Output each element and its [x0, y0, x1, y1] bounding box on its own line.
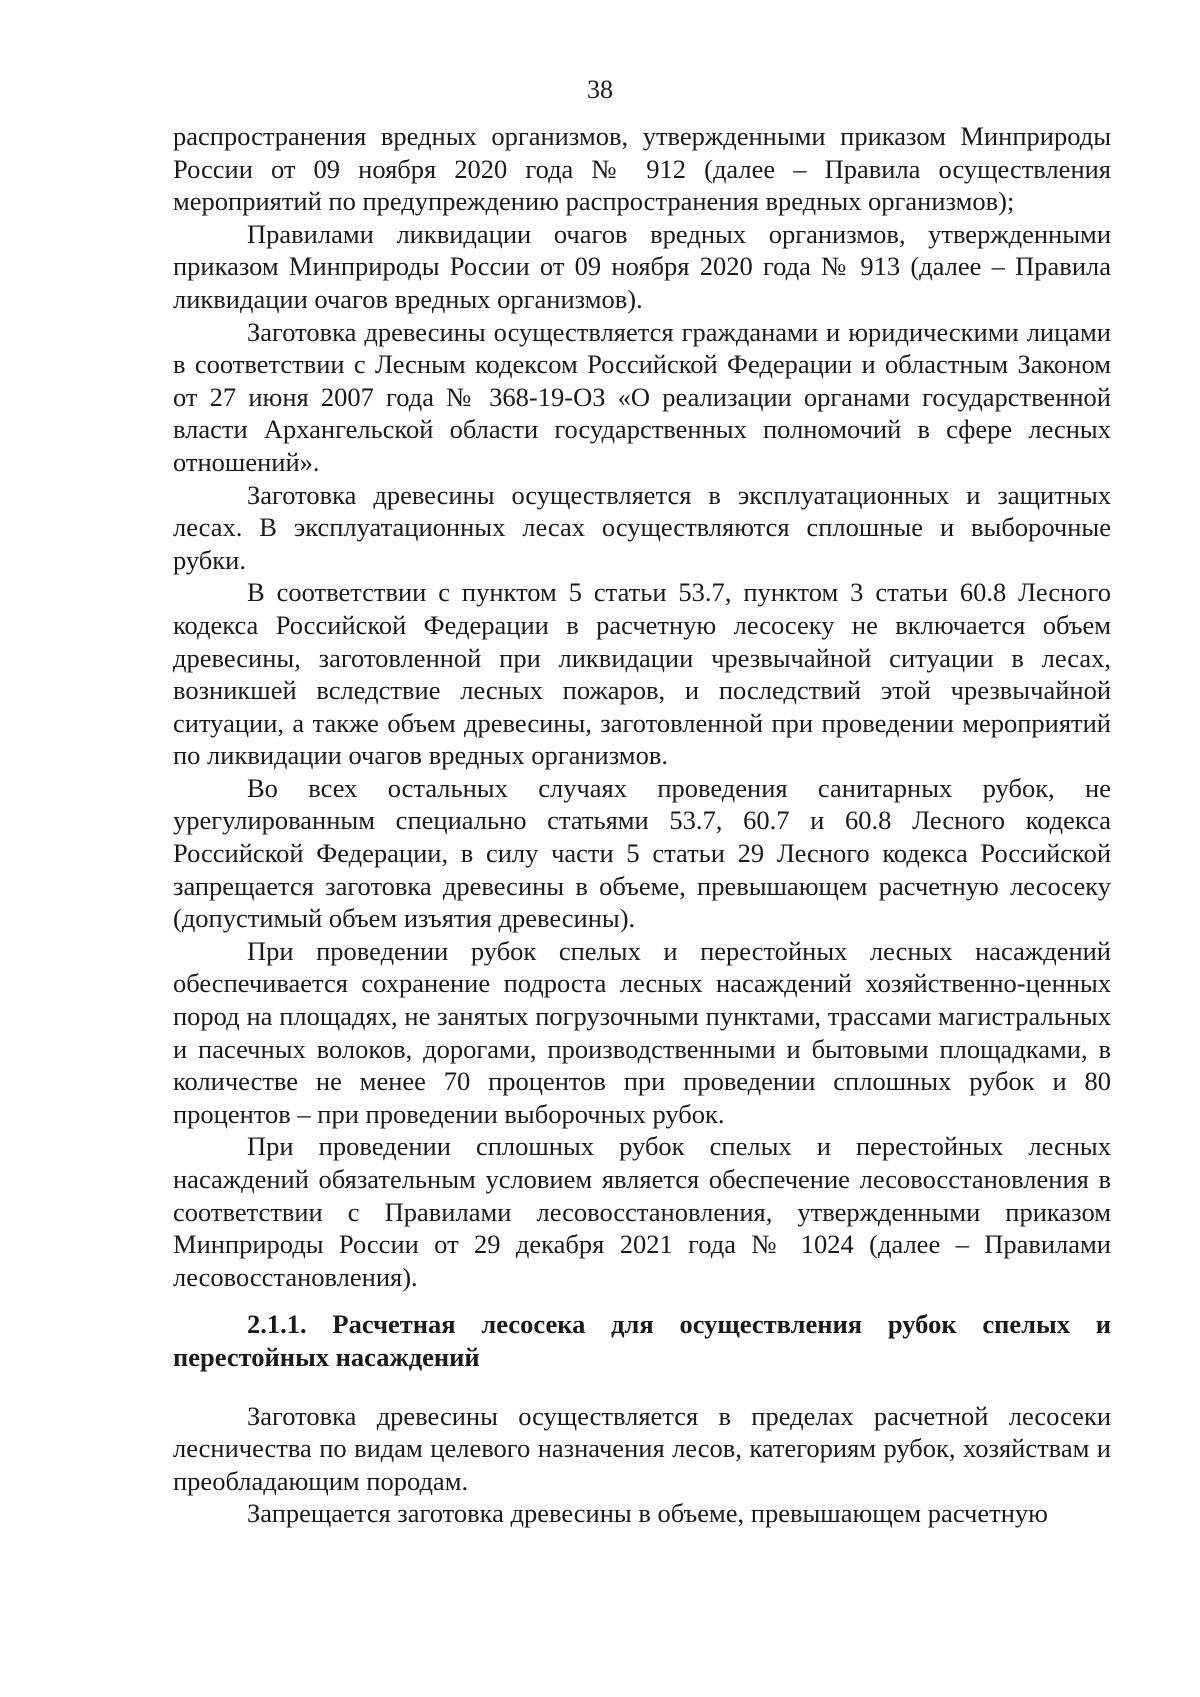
- paragraph-2: Правилами ликвидации очагов вредных организмов, утвержденными приказом Минприроды России от 09 ноября 2020 года № 913 (далее – Правила ликвидации очагов вредных организмов).: [173, 218, 1111, 314]
- section-heading: 2.1.1. Расчетная лесосека для осуществления рубок спелых и перестойных насаждений: [173, 1309, 1111, 1372]
- paragraph-10: Запрещается заготовка древесины в объеме, превышающем расчетную: [247, 1498, 1048, 1529]
- paragraph-3: Заготовка древесины осуществляется гражданами и юридическими лицами в соответствии с Лесным кодексом Российской Федерации и областным Законом от 27 июня 2007 года № 368-19-ОЗ «О реализации органами государственной власти Архангельской области государственных полномочий в сфере лесных отношений».: [173, 316, 1111, 477]
- paragraph-8: При проведении сплошных рубок спелых и перестойных лесных насаждений обязательным условием является обеспечение лесовосстановления в соответствии с Правилами лесовосстановления, утвержденными приказом Минприроды России от 29 декабря 2021 года № 1024 (далее – Правилами лесовосстановления).: [173, 1131, 1111, 1292]
- page-number: 38: [587, 75, 613, 104]
- paragraph-1: распространения вредных организмов, утвержденными приказом Минприроды России от 09 ноября 2020 года № 912 (далее – Правила осуществления мероприятий по предупреждению распространения вредных организмов);: [173, 121, 1111, 217]
- paragraph-5: В соответствии с пунктом 5 статьи 53.7, пунктом 3 статьи 60.8 Лесного кодекса Российской Федерации в расчетную лесосеку не включается объем древесины, заготовленной при ликвидации чрезвычайной ситуации в лесах, возникшей вследствие лесных пожаров, и последствий этой чрезвычайной ситуации, а также объем древесины, заготовленной при проведении мероприятий по ликвидации очагов вредных организмов.: [173, 577, 1111, 771]
- page-content: [173, 120, 1111, 1530]
- paragraph-7: При проведении рубок спелых и перестойных лесных насаждений обеспечивается сохранение подроста лесных насаждений хозяйственно-ценных пород на площадях, не занятых погрузочными пунктами, трассами магистральных и пасечных волоков, дорогами, производственными и бытовыми площадками, в количестве не менее 70 процентов при проведении сплошных рубок и 80 процентов – при проведении выборочных рубок.: [173, 935, 1111, 1129]
- paragraph-9: Заготовка древесины осуществляется в пределах расчетной лесосеки лесничества по видам целевого назначения лесов, категориям рубок, хозяйствам и преобладающим породам.: [173, 1400, 1111, 1496]
- paragraph-6: Во всех остальных случаях проведения санитарных рубок, не урегулированным специально статьями 53.7, 60.7 и 60.8 Лесного кодекса Российской Федерации, в силу части 5 статьи 29 Лесного кодекса Российской запрещается заготовка древесины в объеме, превышающем расчетную лесосеку (допустимый объем изъятия древесины).: [173, 772, 1111, 934]
- paragraph-4: Заготовка древесины осуществляется в эксплуатационных и защитных лесах. В эксплуатационных лесах осуществляются сплошные и выборочные рубки.: [173, 479, 1111, 575]
